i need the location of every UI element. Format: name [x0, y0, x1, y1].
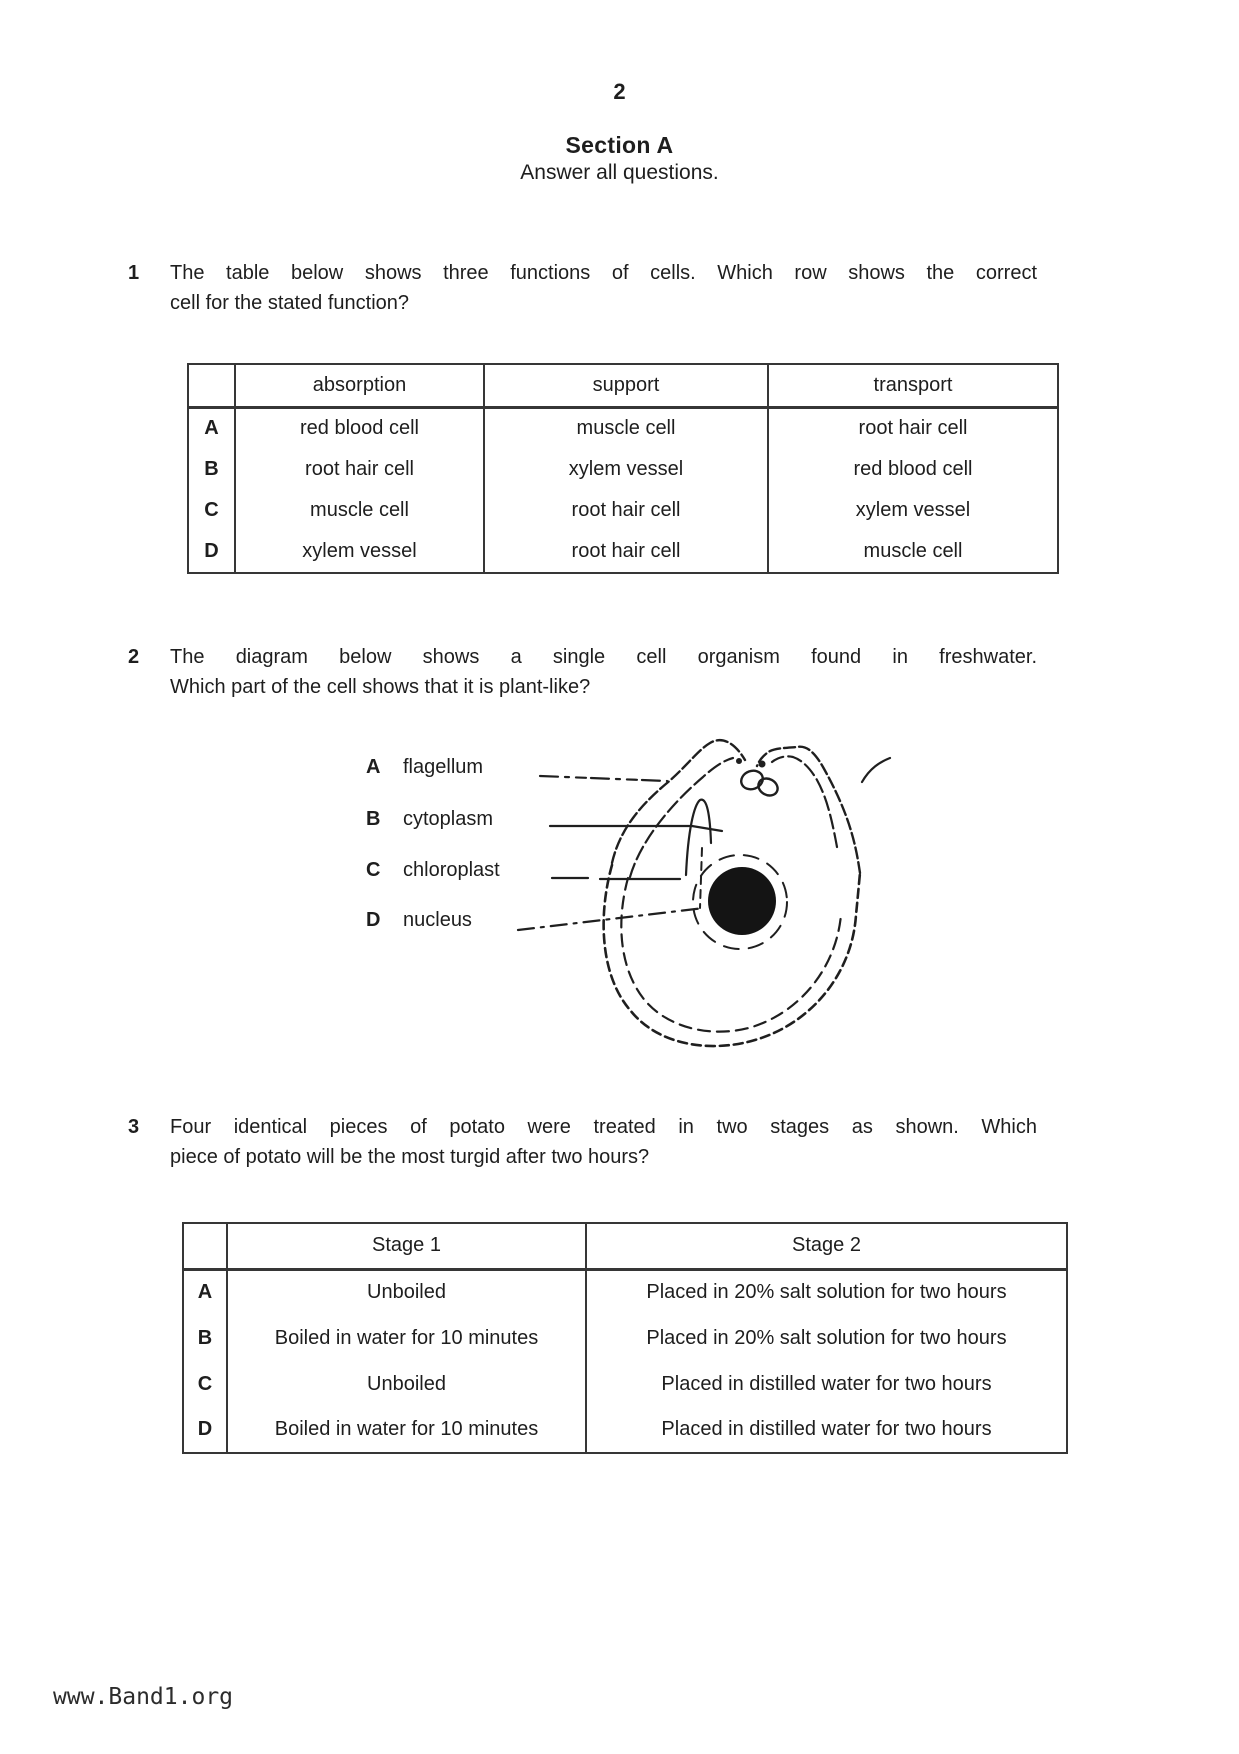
question-1-number: 1: [128, 262, 140, 284]
row-letter: B: [188, 449, 235, 491]
nucleus: [708, 867, 776, 935]
section-subtitle: Answer all questions.: [520, 161, 719, 184]
question-1-table: [187, 363, 1059, 574]
flagellum-right: [757, 747, 860, 873]
column-header: transport: [768, 364, 1058, 407]
table-cell: red blood cell: [768, 449, 1058, 491]
column-header: Stage 1: [227, 1223, 586, 1269]
question-2-text: [170, 642, 1037, 702]
row-letter: A: [183, 1269, 227, 1315]
question-2-line-2: Which part of the cell shows that it is plant-like?: [170, 676, 591, 698]
option-letter: A: [366, 756, 381, 778]
column-header: support: [484, 364, 768, 407]
table-header-row: [188, 364, 1058, 407]
basal-body-left: [736, 758, 742, 764]
cell-diagram: [470, 720, 930, 1090]
question-3: [128, 1112, 1037, 1172]
table-cell: Unboiled: [227, 1269, 586, 1315]
option-label: nucleus: [403, 909, 472, 931]
column-header: absorption: [235, 364, 484, 407]
flagellum-tip: [862, 758, 890, 782]
option-label: flagellum: [403, 756, 484, 778]
leader-line-c: [552, 878, 680, 879]
table-row: [183, 1407, 1067, 1453]
leader-line-d: [518, 908, 704, 930]
table-cell: root hair cell: [484, 490, 768, 532]
table-cell: muscle cell: [768, 532, 1058, 574]
question-2-number: 2: [128, 646, 140, 668]
table-cell: xylem vessel: [484, 449, 768, 491]
eyespot-right: [755, 775, 780, 799]
row-letter: D: [183, 1407, 227, 1453]
question-3-line-2: piece of potato will be the most turgid after two hours?: [170, 1146, 650, 1168]
row-letter: B: [183, 1315, 227, 1361]
footer-url: www.Band1.org: [53, 1684, 234, 1710]
table-cell: xylem vessel: [768, 490, 1058, 532]
row-letter: A: [188, 407, 235, 449]
leader-line-a: [540, 776, 667, 781]
question-3-text: [170, 1112, 1037, 1172]
flagellum-left: [612, 740, 745, 863]
gullet-arch: [686, 800, 711, 875]
table-row: [183, 1361, 1067, 1407]
option-letter: C: [366, 859, 381, 881]
table-cell: Boiled in water for 10 minutes: [227, 1315, 586, 1361]
flagellum-right-inner: [772, 756, 837, 847]
question-2-line-1: The diagram below shows a single cell organism found in freshwater.: [170, 646, 1037, 668]
table-cell: Unboiled: [227, 1361, 586, 1407]
table-cell: Placed in distilled water for two hours: [586, 1361, 1067, 1407]
question-1-line-1: The table below shows three functions of cells. Which row shows the correct: [170, 262, 1037, 284]
option-d-nucleus: [366, 908, 472, 932]
option-a-flagellum: [366, 755, 483, 779]
flagellum-left-inner: [630, 758, 733, 877]
corner-cell: [183, 1223, 227, 1269]
basal-body-right: [759, 761, 766, 768]
column-header: Stage 2: [586, 1223, 1067, 1269]
table-row: [183, 1315, 1067, 1361]
table-cell: muscle cell: [484, 407, 768, 449]
section-title: Section A: [565, 132, 674, 158]
question-3-line-1: Four identical pieces of potato were treated in two stages as shown. Which: [170, 1116, 1037, 1138]
table-row: [188, 407, 1058, 449]
table-row: [188, 490, 1058, 532]
table-cell: Placed in 20% salt solution for two hours: [586, 1269, 1067, 1315]
table-cell: Placed in 20% salt solution for two hours: [586, 1315, 1067, 1361]
table-cell: Boiled in water for 10 minutes: [227, 1407, 586, 1453]
table-cell: root hair cell: [768, 407, 1058, 449]
question-1-line-2: cell for the stated function?: [170, 292, 410, 314]
question-1: [128, 258, 1037, 318]
question-1-text: [170, 258, 1037, 318]
leader-line-b: [550, 826, 722, 831]
row-letter: D: [188, 532, 235, 574]
option-letter: D: [366, 909, 381, 931]
option-letter: B: [366, 808, 381, 830]
table-cell: xylem vessel: [235, 532, 484, 574]
corner-cell: [188, 364, 235, 407]
row-letter: C: [188, 490, 235, 532]
table-cell: root hair cell: [235, 449, 484, 491]
question-2: [128, 642, 1037, 702]
table-row: [183, 1269, 1067, 1315]
table-header-row: [183, 1223, 1067, 1269]
row-letter: C: [183, 1361, 227, 1407]
page-number: 2: [613, 79, 626, 104]
question-3-number: 3: [128, 1116, 140, 1138]
table-cell: muscle cell: [235, 490, 484, 532]
option-label: cytoplasm: [403, 808, 494, 830]
gullet-canal: [700, 848, 702, 908]
option-label: chloroplast: [403, 859, 500, 881]
table-cell: Placed in distilled water for two hours: [586, 1407, 1067, 1453]
question-3-table: [182, 1222, 1068, 1454]
table-row: [188, 449, 1058, 491]
table-cell: red blood cell: [235, 407, 484, 449]
table-cell: root hair cell: [484, 532, 768, 574]
table-row: [188, 532, 1058, 574]
